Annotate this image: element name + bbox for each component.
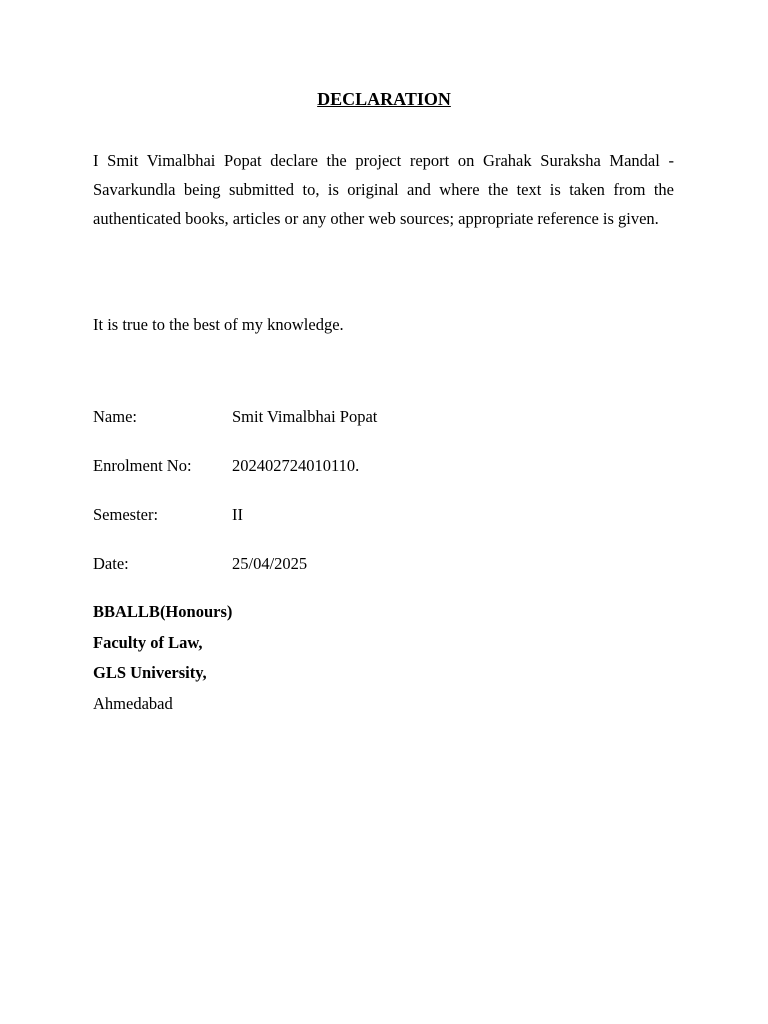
field-row-semester bbox=[93, 503, 674, 527]
field-row-enrolment bbox=[93, 454, 674, 478]
field-label-date: Date: bbox=[93, 554, 129, 573]
field-row-date bbox=[93, 552, 674, 576]
footer-university: GLS University, bbox=[93, 663, 207, 682]
field-row-name bbox=[93, 405, 674, 429]
field-value-name: Smit Vimalbhai Popat bbox=[232, 407, 378, 426]
footer-faculty: Faculty of Law, bbox=[93, 633, 203, 652]
footer-city: Ahmedabad bbox=[93, 694, 173, 713]
field-label-semester: Semester: bbox=[93, 505, 159, 524]
footer-program: BBALLB(Honours) bbox=[93, 602, 233, 621]
knowledge-statement: It is true to the best of my knowledge. bbox=[93, 315, 344, 334]
field-label-name: Name: bbox=[93, 407, 137, 426]
field-value-date: 25/04/2025 bbox=[232, 554, 308, 573]
field-value-enrolment: 202402724010110. bbox=[232, 456, 360, 475]
document-title: DECLARATION bbox=[317, 89, 451, 109]
field-label-enrolment: Enrolment No: bbox=[93, 456, 192, 475]
declaration-paragraph: I Smit Vimalbhai Popat declare the project report on Grahak Suraksha Mandal - Savarkundla being submitted to, is original and where the text is taken from the authenticated books, articles or any other web sources; appropriate reference is given. bbox=[93, 151, 674, 228]
field-value-semester: II bbox=[232, 505, 243, 524]
